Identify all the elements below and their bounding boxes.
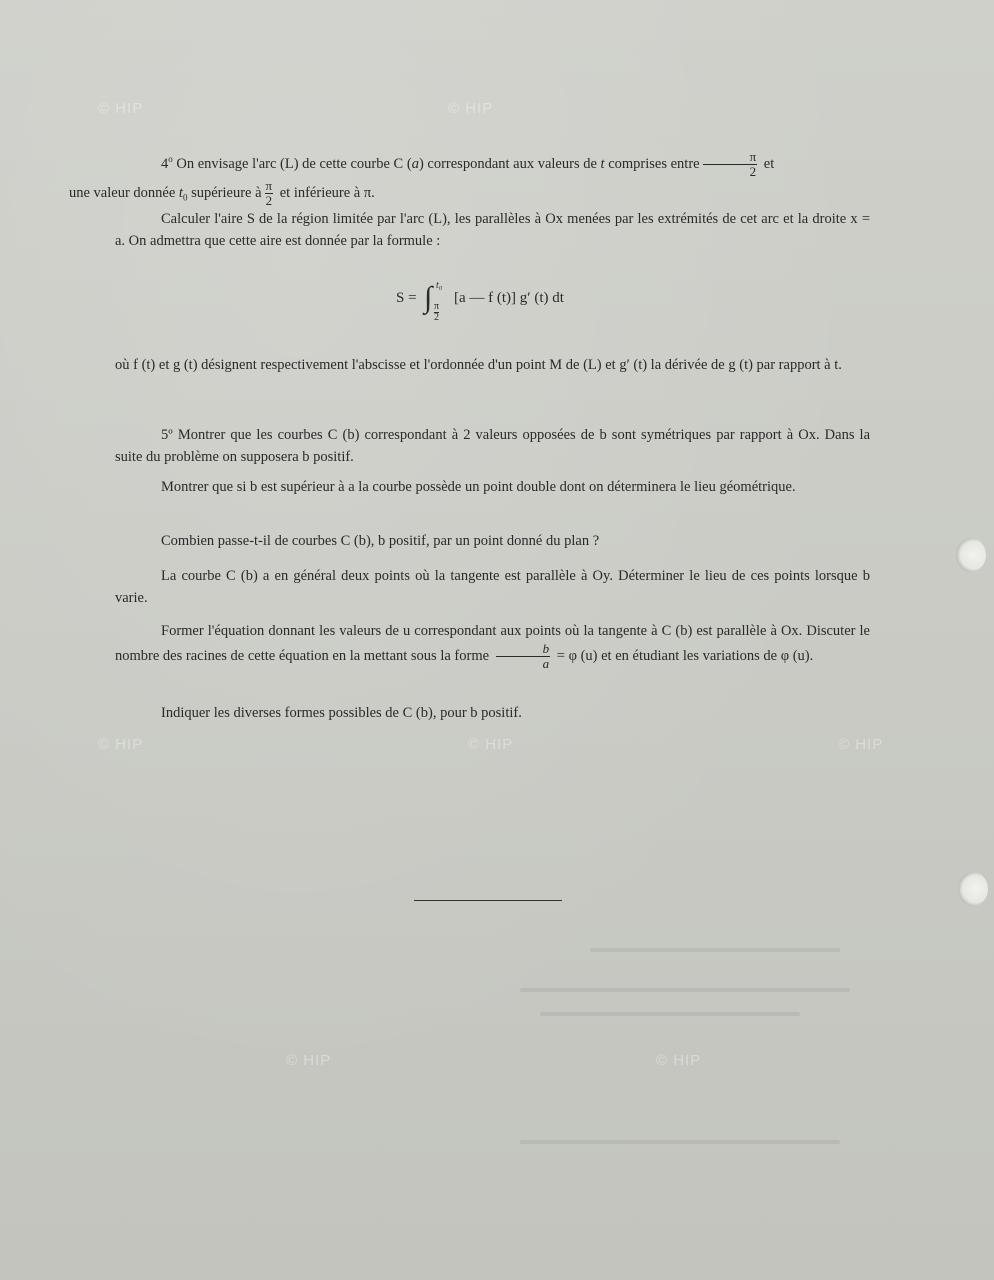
q5-paragraph-3: Combien passe-t-il de courbes C (b), b positif, par un point donné du plan ? [161, 533, 600, 549]
q5-paragraph-5: Former l'équation donnant les valeurs de u correspondant aux points où la tangente à C (b) est parallèle à Ox. Discuter le nombre des racines de cette équation en la mettant sous la forme $\frac{b}{a}$ = φ (u) et en étudiant les variations de φ (u). [115, 623, 870, 671]
q4-paragraph-2: Calculer l'aire S de la région limitée par l'arc (L), les parallèles à Ox menées par les extrémités de cet arc et la droite x = a. On admettra que cette aire est donnée par la formule : [115, 211, 870, 249]
area-formula: S = ∫ t₀ π 2 [a — f (t)] g′ (t) dt [396, 280, 564, 323]
q4-paragraph-1: 4$^o$ On envisage l'arc (L) de cette courbe C (a) correspondant aux valeurs de t comprises entre $\frac{\pi}{2}$ et une valeur donnée $t_0$ supérieure à $\frac{\pi}{2}$ et inférieure à π. [69, 149, 775, 208]
punch-hole [958, 872, 988, 906]
q4-paragraph-3: où f (t) et g (t) désignent respectivement l'abscisse et l'ordonnée d'un point M de (L) et g′ (t) la dérivée de g (t) par rapport à t. [115, 357, 842, 373]
show-through-line [590, 948, 840, 952]
watermark: © HIP [98, 736, 144, 753]
watermark: © HIP [838, 736, 884, 753]
b-over-a-fraction: $\frac{b}{a}$ [496, 642, 551, 671]
watermark: © HIP [98, 100, 144, 117]
watermark: © HIP [448, 100, 494, 117]
pi-over-2-fraction: $\frac{\pi}{2}$ [703, 150, 758, 179]
q5-paragraph-2: Montrer que si b est supérieur à a la courbe possède un point double dont on déterminera le lieu géométrique. [161, 479, 796, 495]
end-rule [414, 900, 562, 901]
pi-over-2-fraction: $\frac{\pi}{2}$ [265, 178, 273, 208]
watermark: © HIP [468, 736, 514, 753]
q5-paragraph-1: 5º Montrer que les courbes C (b) correspondant à 2 valeurs opposées de b sont symétriques par rapport à Ox. Dans la suite du problème on supposera b positif. [115, 427, 870, 465]
show-through-line [520, 1140, 840, 1144]
q5-paragraph-6: Indiquer les diverses formes possibles de C (b), pour b positif. [161, 705, 522, 721]
show-through-line [540, 1012, 800, 1016]
q5-paragraph-4: La courbe C (b) a en général deux points où la tangente est parallèle à Oy. Déterminer le lieu de ces points lorsque b varie. [115, 568, 870, 606]
integral-sign: ∫ [424, 281, 433, 314]
show-through-line [520, 988, 850, 992]
watermark: © HIP [656, 1052, 702, 1069]
punch-hole [956, 538, 986, 572]
watermark: © HIP [286, 1052, 332, 1069]
